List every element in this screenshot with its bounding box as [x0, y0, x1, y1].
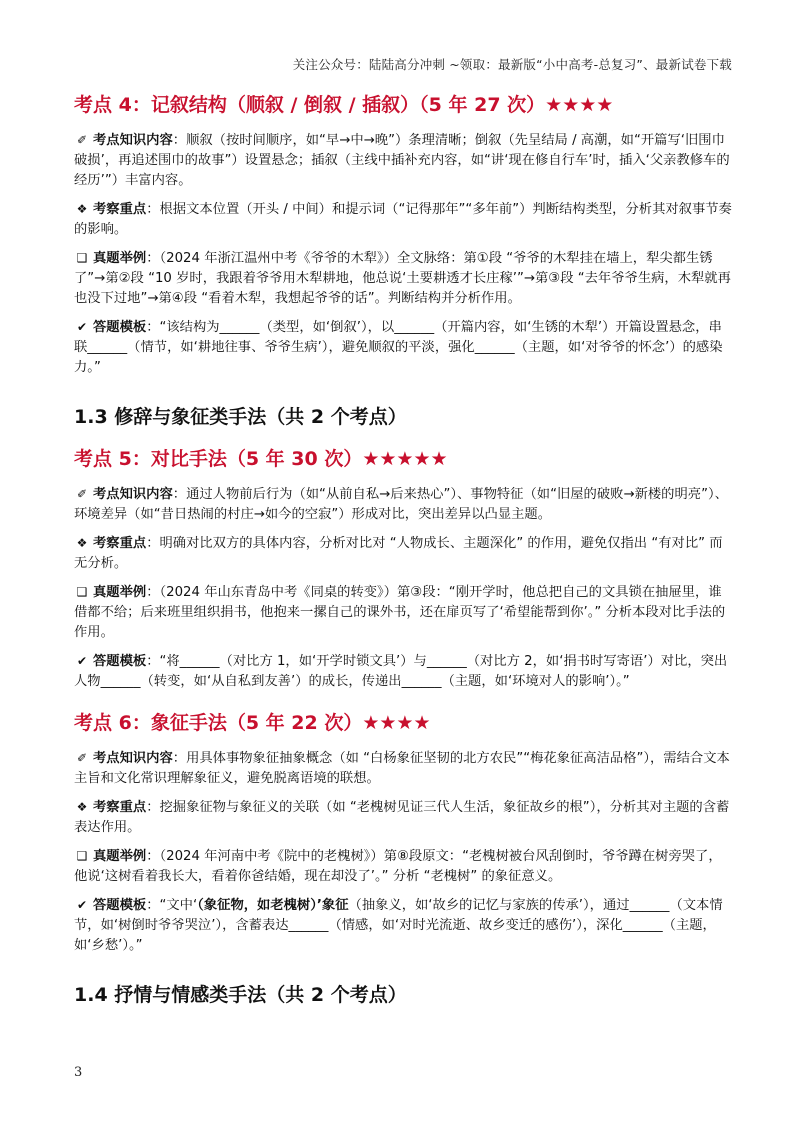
kd6-focus: ❖ 考察重点：挖掘象征物与象征义的关联（如 “老槐树见证三代人生活，象征故乡的根”），分析其对主题的含蓄表达作用。: [74, 797, 732, 838]
kd5-template: ✔ 答题模板：“将______（对比方 1，如‘开学时锁文具’）与______（对比方 2，如‘捐书时写寄语’）对比，突出人物______（转变，如‘从自私到友善’）的成长，传递出______（主题，如‘环境对人的影响’）。”: [74, 651, 732, 692]
pencil-icon: ✐: [76, 751, 88, 765]
kd6-knowledge: ✐ 考点知识内容：用具体事物象征抽象概念（如 “白杨象征坚韧的北方农民”“梅花象征高洁品格”），需结合文本主旨和文化常识理解象征义，避免脱离语境的联想。: [74, 748, 732, 789]
kd4-knowledge: ✐ 考点知识内容：顺叙（按时间顺序，如“早→中→晚”）条理清晰；倒叙（先呈结局 / 高潮，如“开篇写‘旧围巾破损’，再追述围巾的故事”）设置悬念；插叙（主线中插补充内容，如“讲‘现在修自行车’时，插入‘父亲教修车的经历’”）丰富内容。: [74, 130, 732, 191]
kd4-focus: ❖ 考察重点：根据文本位置（开头 / 中间）和提示词（“记得那年”“多年前”）判断结构类型，分析其对叙事节奏的影响。: [74, 199, 732, 240]
pencil-icon: ✐: [76, 487, 88, 501]
kd6-title: 考点 6：象征手法（5 年 22 次）★★★★: [74, 712, 431, 734]
section-title-1-3: 1.3 修辞与象征类手法（共 2 个考点）: [74, 406, 407, 428]
kd4-template: ✔ 答题模板：“该结构为______（类型，如‘倒叙’），以______（开篇内容，如‘生锈的木犁’）开篇设置悬念，串联______（情节，如‘耕地往事、爷爷生病’），避免顺叙的平淡，强化______（主题，如‘对爷爷的怀念’）的感染力。”: [74, 317, 732, 378]
kd6-example: ❑ 真题举例：（2024 年河南中考《院中的老槐树》）第⑧段原文：“老槐树被台风刮倒时，爷爷蹲在树旁哭了，他说‘这树看着我长大，看着你爸结婚，现在却没了’。” 分析 “老槐树” 的象征意义。: [74, 846, 732, 887]
checkmark-icon: ✔: [76, 654, 88, 668]
main-content: [74, 92, 732, 1024]
kd6-template: ✔ 答题模板：“文中‘（象征物，如老槐树）’象征（抽象义，如‘故乡的记忆与家族的传承’），通过______（文本情节，如‘树倒时爷爷哭泣’），含蓄表达______（情感，如‘对时光流逝、故乡变迁的感伤’），深化______（主题，如‘乡愁’）。”: [74, 895, 732, 956]
square-bullet-icon: ❑: [76, 585, 88, 599]
kd5-title: 考点 5：对比手法（5 年 30 次）★★★★★: [74, 448, 448, 470]
kd4-example: ❑ 真题举例：（2024 年浙江温州中考《爷爷的木犁》）全文脉络：第①段 “爷爷的木犁挂在墙上，犁尖都生锈了”→第②段 “10 岁时，我跟着爷爷用木犁耕地，他总说‘土要耕透才长庄稼’”→第③段 “去年爷爷生病，木犁就再也没下过地”→第④段 “看着木犁，我想起爷爷的话”。判断结构并分析作用。: [74, 248, 732, 309]
page-number: 3: [74, 1065, 83, 1080]
checkmark-icon: ✔: [76, 320, 88, 334]
diamond-bullet-icon: ❖: [76, 800, 88, 814]
section-title-1-4: 1.4 抒情与情感类手法（共 2 个考点）: [74, 984, 407, 1006]
diamond-bullet-icon: ❖: [76, 202, 88, 216]
kd5-knowledge: ✐ 考点知识内容：通过人物前后行为（如“从前自私→后来热心”）、事物特征（如“旧屋的破败→新楼的明亮”）、环境差异（如“昔日热闹的村庄→如今的空寂”）形成对比，突出差异以凸显主题。: [74, 484, 732, 525]
page-header: 关注公众号：陆陆高分冲刺 ~领取：最新版“小中高考-总复习”、最新试卷下载: [292, 57, 732, 72]
kd4-title: 考点 4：记叙结构（顺叙 / 倒叙 / 插叙）（5 年 27 次）★★★★: [74, 94, 614, 116]
diamond-bullet-icon: ❖: [76, 536, 88, 550]
square-bullet-icon: ❑: [76, 251, 88, 265]
pencil-icon: ✐: [76, 133, 88, 147]
kd5-example: ❑ 真题举例：（2024 年山东青岛中考《同桌的转变》）第③段：“刚开学时，他总把自己的文具锁在抽屉里，谁借都不给；后来班里组织捐书，他抱来一摞自己的课外书，还在扉页写了‘希望能帮到你’。” 分析本段对比手法的作用。: [74, 582, 732, 643]
kd5-focus: ❖ 考察重点：明确对比双方的具体内容，分析对比对 “人物成长、主题深化” 的作用，避免仅指出 “有对比” 而无分析。: [74, 533, 732, 574]
checkmark-icon: ✔: [76, 898, 88, 912]
square-bullet-icon: ❑: [76, 849, 88, 863]
